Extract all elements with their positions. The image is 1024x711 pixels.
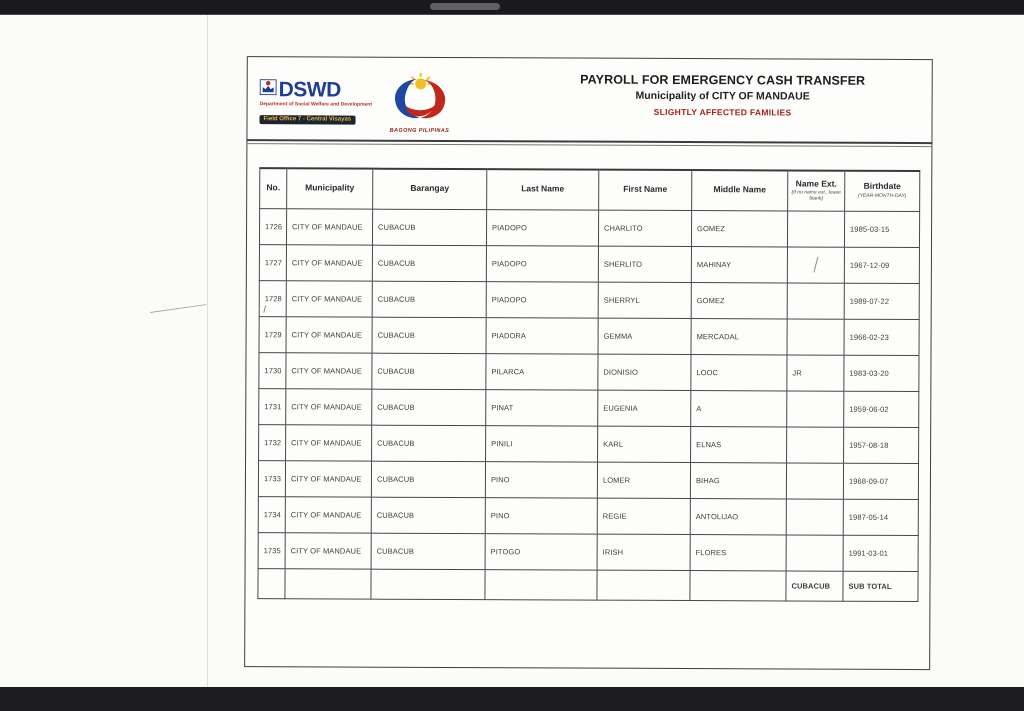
cell-municipality: CITY OF MANDAUE (286, 244, 372, 280)
cell-birthdate: 1987-05-14 (843, 499, 918, 535)
cell-middle_name: ANTOLIJAO (690, 498, 786, 534)
window-top-bar (0, 0, 1024, 15)
dswd-field-office-badge: Field Office 7 - Central Visayas (260, 115, 356, 124)
cell-barangay: CUBACUB (371, 497, 485, 533)
cell-no: 1726 (259, 208, 286, 244)
cell-no: 1728 (259, 280, 286, 316)
dswd-seal-icon (260, 79, 277, 100)
subtotal-empty-cell (485, 569, 597, 599)
cell-last_name: PIADOPO (486, 209, 598, 245)
cell-barangay: CUBACUB (372, 425, 486, 461)
cell-last_name: PIADOPO (486, 281, 598, 317)
cell-municipality: CITY OF MANDAUE (286, 316, 372, 352)
document-title: PAYROLL FOR EMERGENCY CASH TRANSFER (580, 72, 866, 88)
cell-last_name: PILARCA (486, 353, 598, 389)
scan-slash-mark (264, 306, 267, 313)
bagong-pilipinas-label: BAGONG PILIPINAS (389, 127, 450, 134)
cell-first_name: LOMER (597, 462, 690, 498)
cell-last_name: PIADOPO (486, 245, 598, 281)
cell-first_name: IRISH (597, 534, 690, 570)
subtotal-empty-cell (258, 568, 285, 598)
cell-no: 1731 (259, 388, 286, 424)
cell-name_ext (787, 282, 844, 318)
subtotal-empty-cell (371, 569, 485, 599)
cell-middle_name: MAHINAY (691, 246, 787, 282)
cell-last_name: PIADORA (486, 317, 598, 353)
column-header-birthdate: Birthdate (YEAR-MONTH-DAY) (845, 171, 920, 211)
cell-birthdate: 1967-12-09 (844, 247, 919, 283)
cell-first_name: CHARLITO (598, 210, 691, 246)
table-row (259, 280, 919, 319)
cell-first_name: EUGENIA (598, 390, 691, 426)
cell-municipality: CITY OF MANDAUE (286, 424, 372, 460)
cell-no: 1727 (259, 244, 286, 280)
cell-birthdate: 1985-03-15 (844, 211, 919, 247)
dswd-department-name: Department of Social Welfare and Development (259, 101, 373, 108)
cell-barangay: CUBACUB (372, 281, 486, 317)
cell-barangay: CUBACUB (372, 209, 486, 245)
scanned-payroll-page (244, 56, 933, 670)
cell-municipality: CITY OF MANDAUE (286, 352, 372, 388)
header-divider-line-2 (246, 143, 932, 147)
cell-barangay: CUBACUB (371, 533, 485, 569)
table-row (259, 316, 919, 355)
cell-no: 1730 (259, 352, 286, 388)
cell-municipality: CITY OF MANDAUE (285, 460, 371, 496)
cell-last_name: PITOGO (485, 533, 597, 569)
column-header-barangay: Barangay (373, 169, 487, 209)
scan-slash-mark (813, 257, 818, 273)
cell-last_name: PINILI (486, 425, 598, 461)
cell-middle_name: MERCADAL (691, 318, 787, 354)
cell-middle_name: GOMEZ (691, 282, 787, 318)
subtotal-barangay-name: CUBACUB (786, 570, 843, 600)
cell-municipality: CITY OF MANDAUE (285, 496, 371, 532)
cell-middle_name: GOMEZ (691, 210, 787, 246)
cell-first_name: REGIE (597, 498, 690, 534)
cell-middle_name: A (691, 390, 787, 426)
cell-name_ext (787, 426, 844, 462)
scan-stray-line (150, 304, 207, 313)
table-row (258, 460, 918, 499)
cell-birthdate: 1966-02-23 (844, 319, 919, 355)
cell-last_name: PINAT (486, 389, 598, 425)
cell-last_name: PINO (485, 497, 597, 533)
column-header-no: No. (260, 168, 287, 208)
cell-birthdate: 1959-06-02 (844, 391, 919, 427)
cell-municipality: CITY OF MANDAUE (286, 280, 372, 316)
cell-name_ext (787, 390, 844, 426)
column-header-first_name: First Name (599, 170, 692, 210)
payroll-table (257, 167, 920, 601)
cell-name_ext (786, 462, 843, 498)
column-header-last_name: Last Name (487, 169, 599, 209)
cell-municipality: CITY OF MANDAUE (286, 388, 372, 424)
table-row (259, 244, 919, 283)
cell-birthdate: 1983-03-20 (844, 355, 919, 391)
document-category: SLIGHTLY AFFECTED FAMILIES (653, 106, 792, 118)
column-header-name_ext: Name Ext. (If no name ext., leave blank) (788, 170, 845, 210)
cell-name_ext (787, 318, 844, 354)
table-row (259, 424, 919, 463)
cell-name_ext (786, 534, 843, 570)
cell-barangay: CUBACUB (371, 461, 485, 497)
header-logos (259, 79, 451, 134)
cell-municipality: CITY OF MANDAUE (285, 532, 371, 568)
cell-birthdate: 1968-09-07 (843, 463, 918, 499)
cell-middle_name: ELNAS (691, 426, 787, 462)
document-subtitle: Municipality of CITY OF MANDAUE (635, 89, 810, 103)
subtotal-label: SUB TOTAL (843, 571, 918, 601)
subtotal-row (258, 568, 918, 601)
subtotal-empty-cell (597, 570, 690, 600)
dswd-logo (260, 79, 372, 125)
cell-no: 1735 (258, 532, 285, 568)
subtotal-empty-cell (285, 568, 371, 598)
cell-no: 1729 (259, 316, 286, 352)
cell-barangay: CUBACUB (372, 389, 486, 425)
table-row (259, 388, 919, 427)
cell-no: 1732 (259, 424, 286, 460)
table-row (259, 352, 919, 391)
window-drag-handle[interactable] (430, 3, 500, 10)
cell-municipality: CITY OF MANDAUE (286, 208, 372, 244)
cell-name_ext (787, 210, 844, 246)
column-header-middle_name: Middle Name (692, 170, 788, 210)
subtotal-empty-cell (690, 570, 786, 600)
header-titles (518, 72, 928, 118)
table-row (258, 496, 918, 535)
cell-barangay: CUBACUB (372, 353, 486, 389)
window-bottom-bar (0, 687, 1024, 711)
cell-first_name: SHERRYL (598, 282, 691, 318)
scan-page-edge-line (207, 15, 208, 687)
cell-first_name: DIONISIO (598, 354, 691, 390)
payroll-table-head-row (260, 168, 920, 211)
table-row (259, 208, 919, 247)
bagong-pilipinas-icon (387, 109, 451, 126)
table-row (258, 532, 918, 571)
cell-name_ext (787, 246, 844, 282)
cell-first_name: GEMMA (598, 318, 691, 354)
cell-middle_name: FLORES (690, 534, 786, 570)
bagong-pilipinas-logo (387, 72, 451, 134)
cell-first_name: SHERLITO (598, 246, 691, 282)
cell-no: 1733 (258, 460, 285, 496)
column-header-municipality: Municipality (287, 168, 373, 208)
cell-middle_name: LOOC (691, 354, 787, 390)
cell-birthdate: 1989-07-22 (844, 283, 919, 319)
cell-birthdate: 1957-08-18 (844, 427, 919, 463)
cell-middle_name: BIHAG (690, 462, 786, 498)
cell-name_ext (786, 498, 843, 534)
cell-barangay: CUBACUB (372, 317, 486, 353)
document-header (247, 57, 931, 142)
cell-birthdate: 1991-03-01 (843, 535, 918, 571)
cell-no: 1734 (258, 496, 285, 532)
cell-first_name: KARL (598, 426, 691, 462)
cell-name_ext: JR (787, 354, 844, 390)
cell-last_name: PINO (485, 461, 597, 497)
dswd-acronym: DSWD (278, 78, 341, 102)
cell-barangay: CUBACUB (372, 245, 486, 281)
